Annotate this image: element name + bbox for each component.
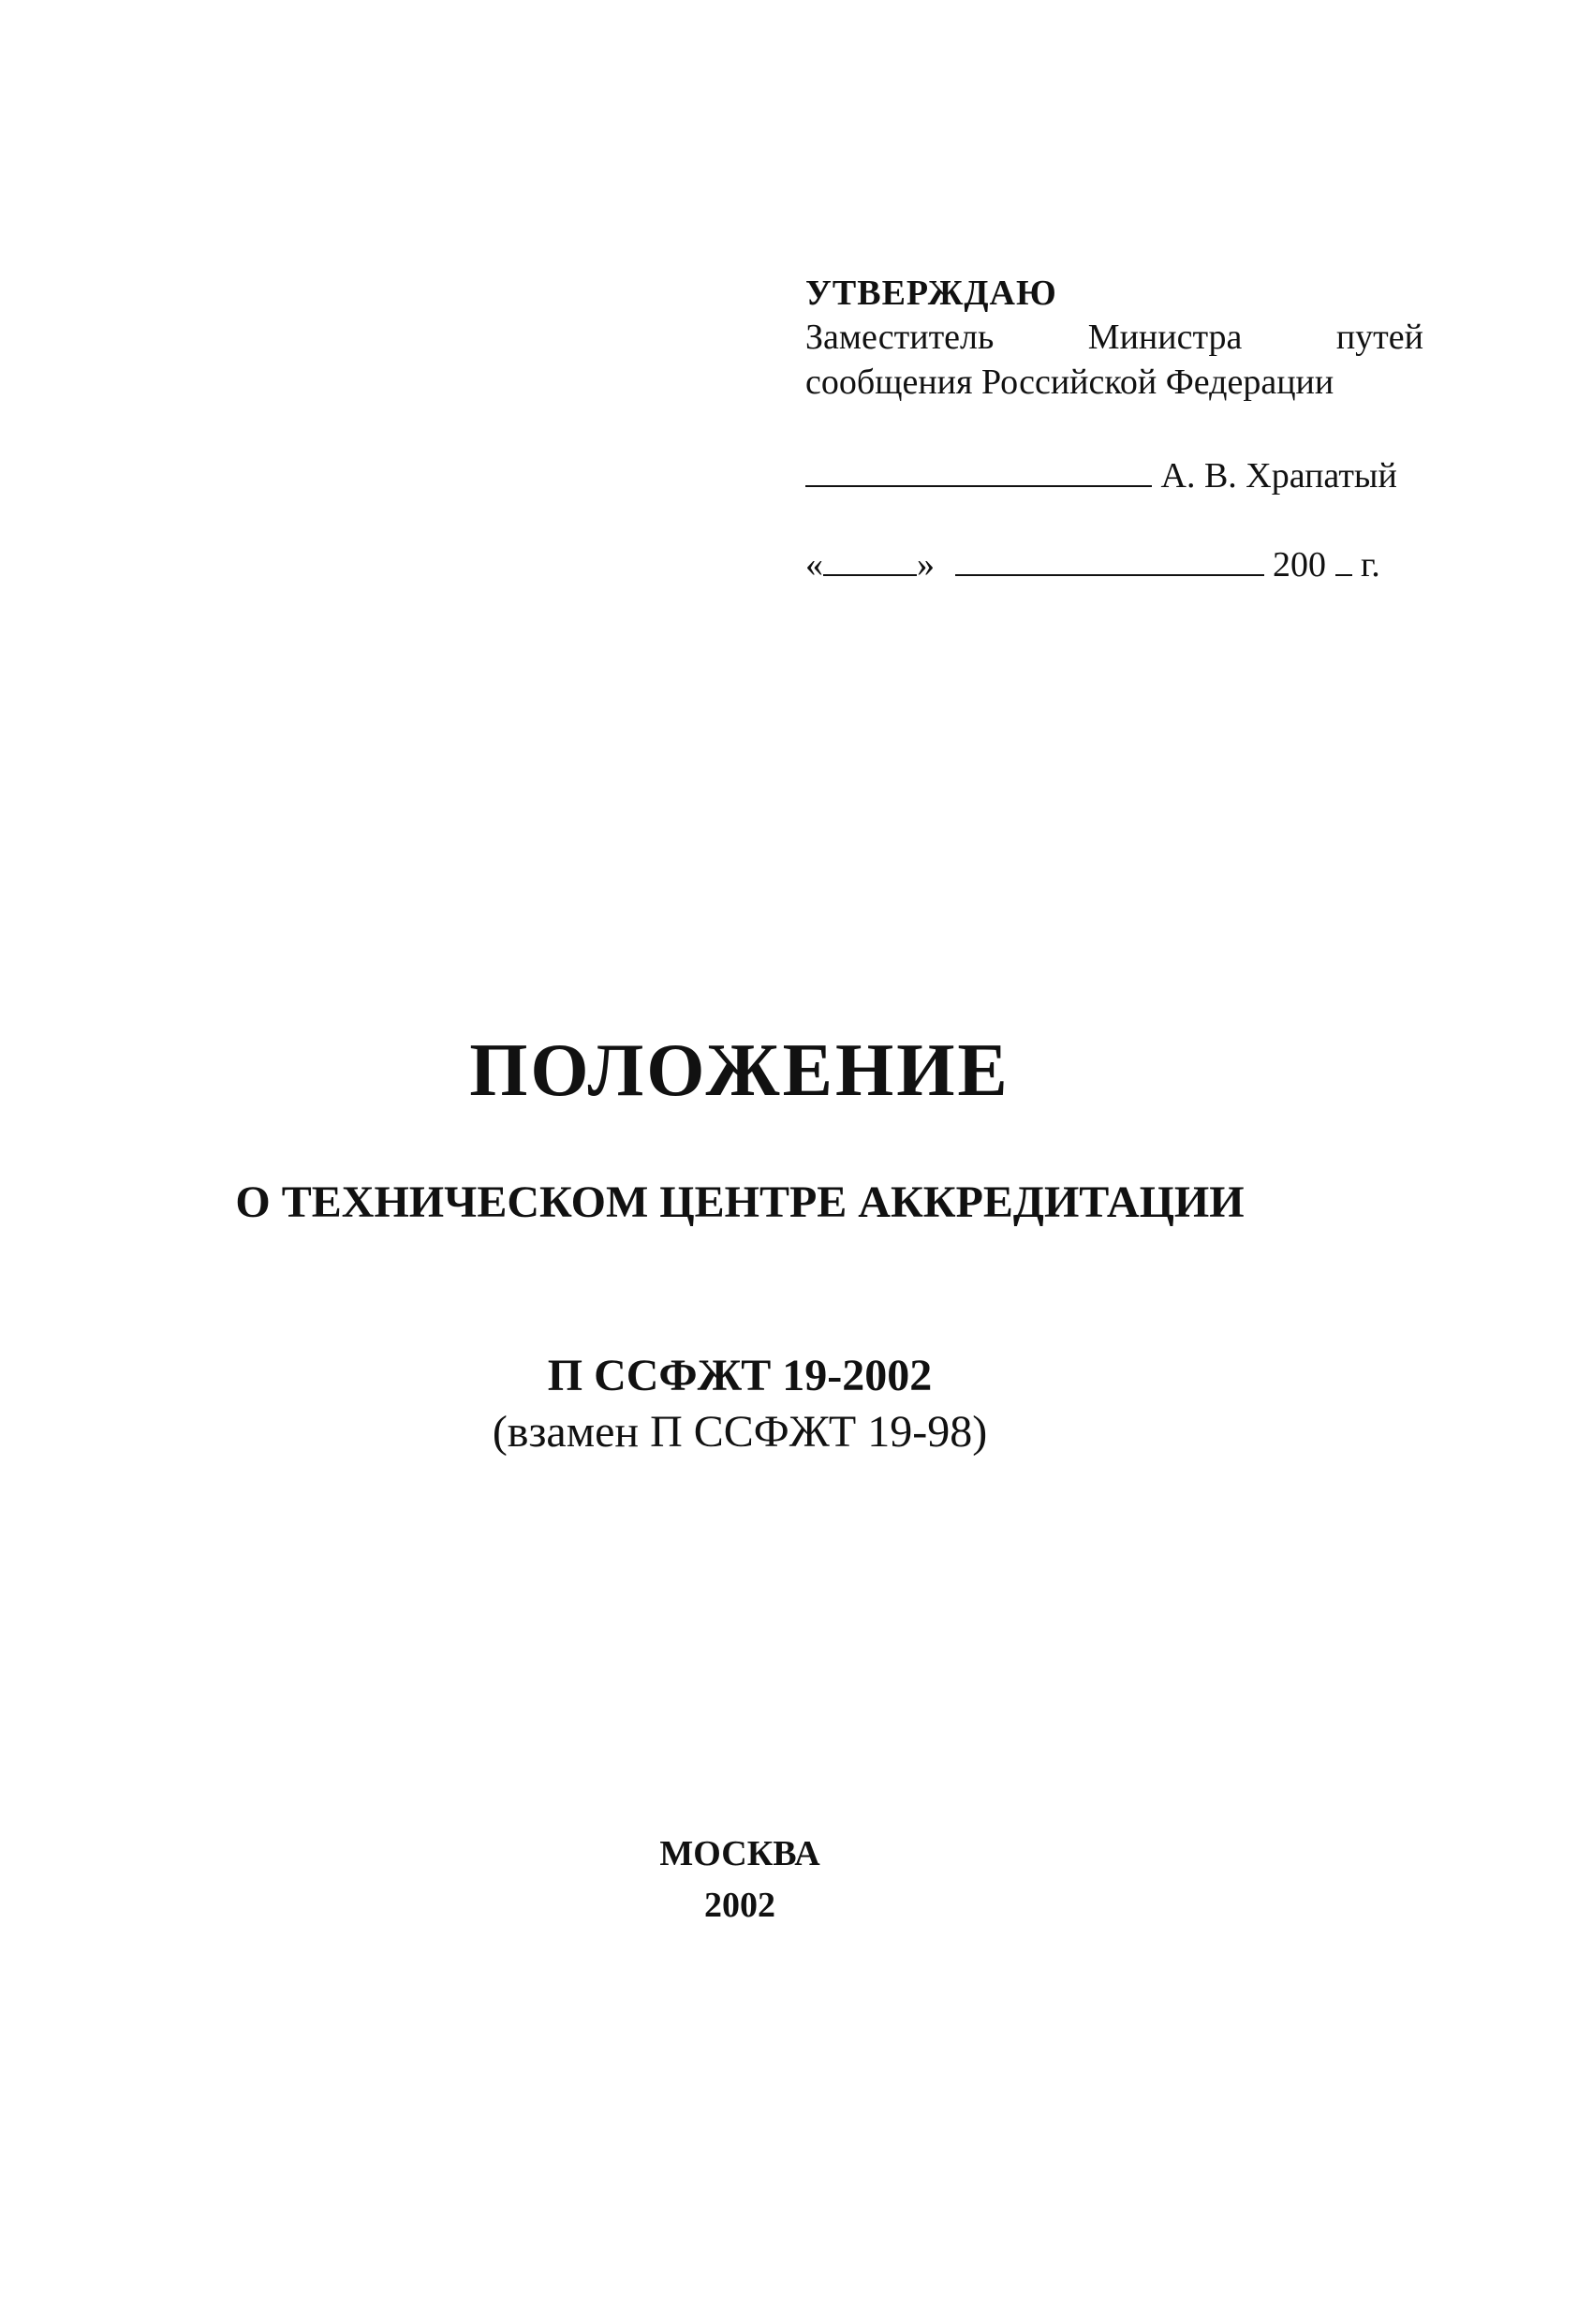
date-close-quote: » (917, 545, 935, 585)
imprint-city: МОСКВА (659, 1834, 820, 1873)
approval-block (805, 272, 1423, 405)
day-blank (823, 548, 917, 576)
date-line (805, 543, 1380, 586)
signatory-name: А. В. Храпатый (1160, 456, 1397, 496)
year-blank (1335, 548, 1352, 576)
year-prefix: 200 (1273, 545, 1326, 585)
month-blank (955, 548, 1264, 576)
approval-heading: УТВЕРЖДАЮ (805, 274, 1057, 313)
imprint-year: 2002 (704, 1886, 775, 1925)
document-code: П ССФЖТ 19-2002 (547, 1351, 933, 1400)
signature-line (805, 454, 1397, 497)
document-subtitle: О ТЕХНИЧЕСКОМ ЦЕНТРЕ АККРЕДИТАЦИИ (235, 1177, 1245, 1227)
document-replaces: (взамен П ССФЖТ 19-98) (492, 1407, 988, 1457)
date-open-quote: « (805, 545, 823, 585)
document-title: ПОЛОЖЕНИЕ (469, 1029, 1010, 1112)
year-suffix: г. (1361, 545, 1380, 585)
approval-position: Заместитель Министра путей сообщения Российской Федерации (805, 318, 1423, 402)
signature-blank (805, 459, 1152, 487)
